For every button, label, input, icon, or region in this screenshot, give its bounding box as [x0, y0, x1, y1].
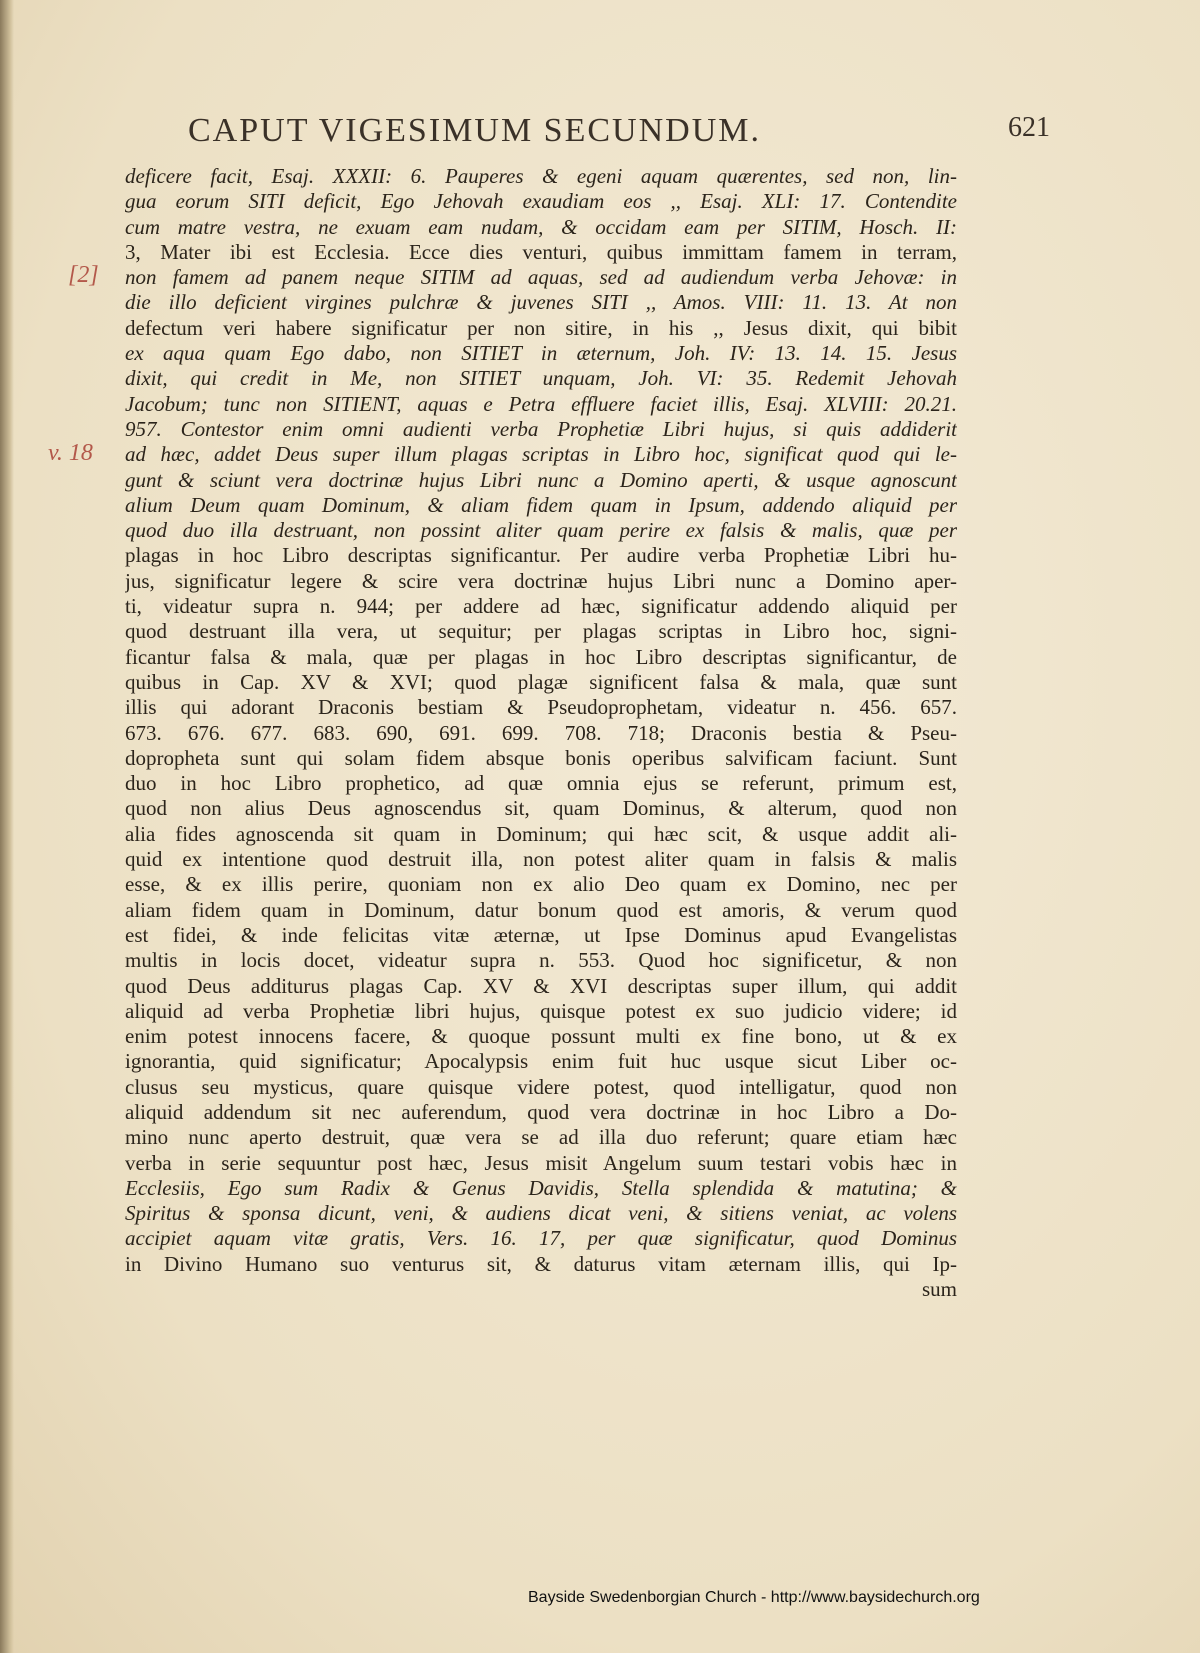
text-line: deficere facit, Esaj. XXXII: 6. Pauperes & egeni aquam quærentes, sed non, lin- [125, 164, 957, 188]
text-line: aliquid ad verba Prophetiæ libri hujus, quisque potest ex suo judicio videre; id [125, 998, 957, 1023]
text-line: alium Deum quam Dominum, & aliam fidem quam in Ipsum, addendo aliquid per [125, 492, 957, 517]
text-line: quod duo illa destruant, non possint aliter quam perire ex falsis & malis, quæ per [125, 518, 957, 543]
book-spine-shadow [0, 0, 14, 1653]
text-line: quod destruant illa vera, ut sequitur; per plagas scriptas in Libro hoc, signi- [125, 619, 957, 644]
text-line: duo in hoc Libro prophetico, ad quæ omnia ejus se referunt, primum est, [125, 771, 957, 796]
text-line: alia fides agnoscenda sit quam in Dominum; qui hæc scit, & usque addit ali- [125, 821, 957, 846]
margin-note: [2] [68, 262, 99, 288]
text-line: 957. Contestor enim omni audienti verba Prophetiæ Libri hujus, si quis addiderit [125, 416, 957, 441]
text-line: ex aqua quam Ego dabo, non SITIET in æternum, Joh. IV: 13. 14. 15. Jesus [125, 341, 957, 366]
margin-note: v. 18 [48, 440, 93, 466]
text-line: accipiet aquam vitæ gratis, Vers. 16. 17, per quæ significatur, quod Dominus [125, 1226, 957, 1251]
text-line: quod Deus additurus plagas Cap. XV & XVI descriptas super illum, qui addit [125, 973, 957, 998]
text-line: jus, significatur legere & scire vera doctrinæ hujus Libri nunc a Domino aper- [125, 568, 957, 593]
text-line: non famem ad panem neque SITIM ad aquas, sed ad audiendum verba Jehovæ: in [125, 265, 957, 290]
text-line: plagas in hoc Libro descriptas significantur. Per audire verba Prophetiæ Libri hu- [125, 543, 957, 568]
text-line: aliquid addendum sit nec auferendum, quod vera doctrinæ in hoc Libro a Do- [125, 1099, 957, 1124]
text-line: gunt & sciunt vera doctrinæ hujus Libri nunc a Domino aperti, & usque agnoscunt [125, 467, 957, 492]
text-line: 3, Mater ibi est Ecclesia. Ecce dies venturi, quibus immittam famem in terram, [125, 239, 957, 264]
running-head: CAPUT VIGESIMUM SECUNDUM. [188, 112, 761, 149]
text-line: quibus in Cap. XV & XVI; quod plagæ significent falsa & mala, quæ sunt [125, 669, 957, 694]
text-line: defectum veri habere significatur per non sitire, in his ,, Jesus dixit, qui bibit [125, 315, 957, 340]
text-line: mino nunc aperto destruit, quæ vera se ad illa duo referunt; quare etiam hæc [125, 1125, 957, 1150]
text-line: quid ex intentione quod destruit illa, non potest aliter quam in falsis & malis [125, 847, 957, 872]
text-line: ignorantia, quid significatur; Apocalypsis enim fuit huc usque sicut Liber oc- [125, 1049, 957, 1074]
text-line: dixit, qui credit in Me, non SITIET unquam, Joh. VI: 35. Redemit Jehovah [125, 366, 957, 391]
text-line: die illo deficient virgines pulchræ & juvenes SITI ,, Amos. VIII: 11. 13. At non [125, 290, 957, 315]
text-line: aliam fidem quam in Dominum, datur bonum quod est amoris, & verum quod [125, 897, 957, 922]
text-line: sum [921, 1277, 957, 1302]
text-line: Ecclesiis, Ego sum Radix & Genus Davidis, Stella splendida & matutina; & [125, 1175, 957, 1200]
text-line: illis qui adorant Draconis bestiam & Pseudoprophetam, videatur n. 456. 657. [125, 695, 957, 720]
text-line: in Divino Humano suo venturus sit, & daturus vitam æternam illis, qui Ip- [125, 1251, 957, 1276]
text-line: ficantur falsa & mala, quæ per plagas in hoc Libro descriptas significantur, de [125, 644, 957, 669]
page-number: 621 [1008, 112, 1050, 143]
text-line: quod non alius Deus agnoscendus sit, quam Dominus, & alterum, quod non [125, 796, 957, 821]
text-line: ad hæc, addet Deus super illum plagas scriptas in Libro hoc, significat quod qui le- [125, 442, 957, 467]
text-line: dopropheta sunt qui solam fidem absque bonis operibus salvificam faciunt. Sunt [125, 745, 957, 770]
text-line: Spiritus & sponsa dicunt, veni, & audiens dicat veni, & sitiens veniat, ac volens [125, 1201, 957, 1226]
text-line: enim potest innocens facere, & quoque possunt multi ex fine bono, ut & ex [125, 1024, 957, 1049]
text-line: cum matre vestra, ne exuam eam nudam, & occidam eam per SITIM, Hosch. II: [125, 214, 957, 239]
text-line: ti, videatur supra n. 944; per addere ad hæc, significatur addendo aliquid per [125, 594, 957, 619]
text-line: est fidei, & inde felicitas vitæ æternæ, ut Ipse Dominus apud Evangelistas [125, 922, 957, 947]
text-line: clusus seu mysticus, quare quisque videre potest, quod intelligatur, quod non [125, 1074, 957, 1099]
text-line: gua eorum SITI deficit, Ego Jehovah exaudiam eos ,, Esaj. XLI: 17. Contendite [125, 189, 957, 214]
text-line: verba in serie sequuntur post hæc, Jesus misit Angelum suum testari vobis hæc in [125, 1150, 957, 1175]
text-line: 673. 676. 677. 683. 690, 691. 699. 708. 718; Draconis bestia & Pseu- [125, 720, 957, 745]
text-line: multis in locis docet, videatur supra n. 553. Quod hoc significetur, & non [125, 948, 957, 973]
body-text [125, 164, 957, 1302]
text-line: Jacobum; tunc non SITIENT, aquas e Petra effluere faciet illis, Esaj. XLVIII: 20.21. [125, 391, 957, 416]
footer-credit: Bayside Swedenborgian Church - http://www.baysidechurch.org [528, 1589, 980, 1606]
text-line: esse, & ex illis perire, quoniam non ex alio Deo quam ex Domino, nec per [125, 872, 957, 897]
